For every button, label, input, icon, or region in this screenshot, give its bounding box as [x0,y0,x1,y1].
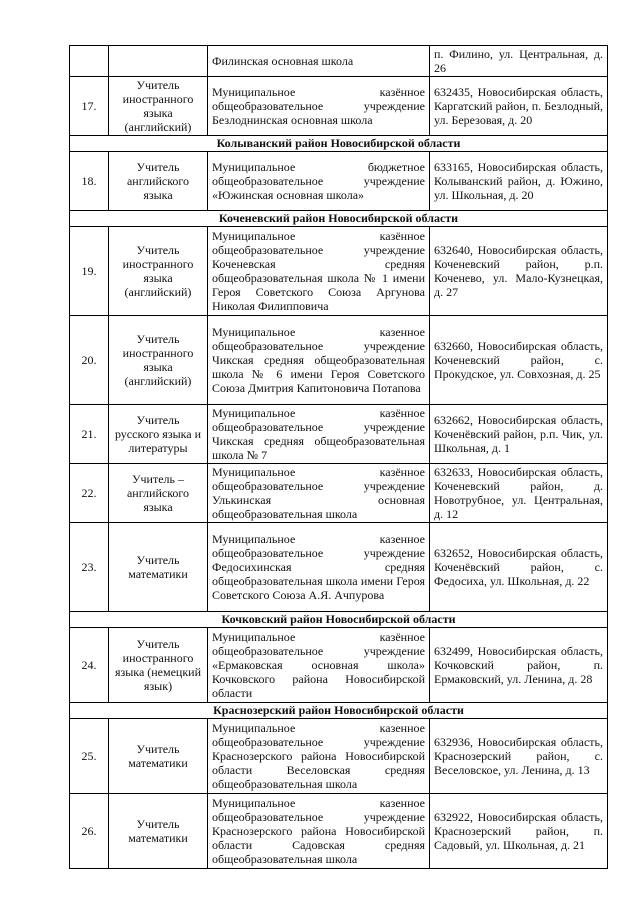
institution-cell: Муниципальное казённое общеобразовательное учреждение Чикская средняя общеобразовательная школа № 7 [208,405,430,464]
region-heading-row [70,703,608,719]
position-cell: Учитель иностранного языка (английский) [109,227,208,316]
address-cell: 633165, Новосибирская область, Колыванский район, д. Южино, ул. Школьная, д. 20 [430,152,608,211]
region-heading-row [70,612,608,628]
row-number-cell: 20. [70,316,109,405]
row-number-cell: 25. [70,719,109,794]
institution-cell: Муниципальное казённое общеобразовательное учреждение Улькинская основная общеобразовательная школа [208,464,430,523]
table-row [70,227,608,316]
institution-cell: Муниципальное казенное общеобразовательное учреждение Федосихинская средняя общеобразовательная школа имени Героя Советского Союза А.Я. Ачпурова [208,523,430,612]
row-number-cell: 22. [70,464,109,523]
institution-cell: Муниципальное казённое общеобразовательное учреждение «Ермаковская основная школа» Кочковского района Новосибирской области [208,628,430,703]
address-cell: 632633, Новосибирская область, Коченевский район, д. Новотрубное, ул. Центральная, д. 12 [430,464,608,523]
row-number-cell: 24. [70,628,109,703]
region-heading: Краснозерский район Новосибирской области [70,703,608,719]
address-cell: 632660, Новосибирская область, Коченевский район, с. Прокудское, ул. Совхозная, д. 25 [430,316,608,405]
institution-cell: Муниципальное казённое общеобразовательное учреждение Безлоднинская основная школа [208,77,430,136]
row-number-cell: 17. [70,77,109,136]
institution-cell: Муниципальное бюджетное общеобразовательное учреждение «Южинская основная школа» [208,152,430,211]
address-cell: 632936, Новосибирская область, Краснозерский район, с. Веселовское, ул. Ленина, д. 13 [430,719,608,794]
row-number-cell: 18. [70,152,109,211]
table-row [70,719,608,794]
row-number-cell: 26. [70,794,109,869]
address-cell: 632652, Новосибирская область, Коченёвский район, с. Федосиха, ул. Школьная, д. 22 [430,523,608,612]
position-cell: Учитель математики [109,719,208,794]
position-cell: Учитель иностранного языка (английский) [109,77,208,136]
address-cell: 632435, Новосибирская область, Каргатский район, п. Безлодный, ул. Березовая, д. 20 [430,77,608,136]
row-number-cell: 19. [70,227,109,316]
table-row [70,152,608,211]
position-cell: Учитель математики [109,794,208,869]
address-cell: 632662, Новосибирская область, Коченёвский район, р.п. Чик, ул. Школьная, д. 1 [430,405,608,464]
institution-cell: Муниципальное казенное общеобразовательное учреждение Чикская средняя общеобразовательная школа № 6 имени Героя Советского Союза Дмитрия Капитоновича Потапова [208,316,430,405]
row-number-cell: 21. [70,405,109,464]
region-heading: Колыванский район Новосибирской области [70,136,608,152]
vacancy-table [69,45,608,869]
address-cell: 632499, Новосибирская область, Кочковский район, п. Ермаковский, ул. Ленина, д. 28 [430,628,608,703]
institution-cell: Муниципальное казенное общеобразовательное учреждение Краснозерского района Новосибирской области Садовская средняя общеобразовательная школа [208,794,430,869]
address-cell: 632922, Новосибирская область, Краснозерский район, п. Садовый, ул. Школьная, д. 21 [430,794,608,869]
table-row [70,628,608,703]
position-cell [109,46,208,77]
region-heading-row [70,136,608,152]
position-cell: Учитель – английского языка [109,464,208,523]
institution-cell: Муниципальное казенное общеобразовательное учреждение Краснозерского района Новосибирской области Веселовская средняя общеобразовательная школа [208,719,430,794]
row-number-cell: 23. [70,523,109,612]
position-cell: Учитель иностранного языка (немецкий язык) [109,628,208,703]
table-row [70,77,608,136]
table-row [70,46,608,77]
row-number-cell [70,46,109,77]
institution-cell: Муниципальное казённое общеобразовательное учреждение Коченевская средняя общеобразовательная школа № 1 имени Героя Советского Союза Аргунова Николая Филипповича [208,227,430,316]
region-heading-row [70,211,608,227]
address-cell: п. Филино, ул. Центральная, д. 26 [430,46,608,77]
table-row [70,523,608,612]
position-cell: Учитель математики [109,523,208,612]
region-heading: Коченевский район Новосибирской области [70,211,608,227]
address-cell: 632640, Новосибирская область, Коченевский район, р.п. Коченево, ул. Мало-Кузнецкая, д. 27 [430,227,608,316]
table-row [70,794,608,869]
table-row [70,405,608,464]
position-cell: Учитель русского языка и литературы [109,405,208,464]
region-heading: Кочковский район Новосибирской области [70,612,608,628]
institution-cell: Филинская основная школа [208,46,430,77]
position-cell: Учитель иностранного языка (английский) [109,316,208,405]
table-row [70,464,608,523]
position-cell: Учитель английского языка [109,152,208,211]
table-row [70,316,608,405]
